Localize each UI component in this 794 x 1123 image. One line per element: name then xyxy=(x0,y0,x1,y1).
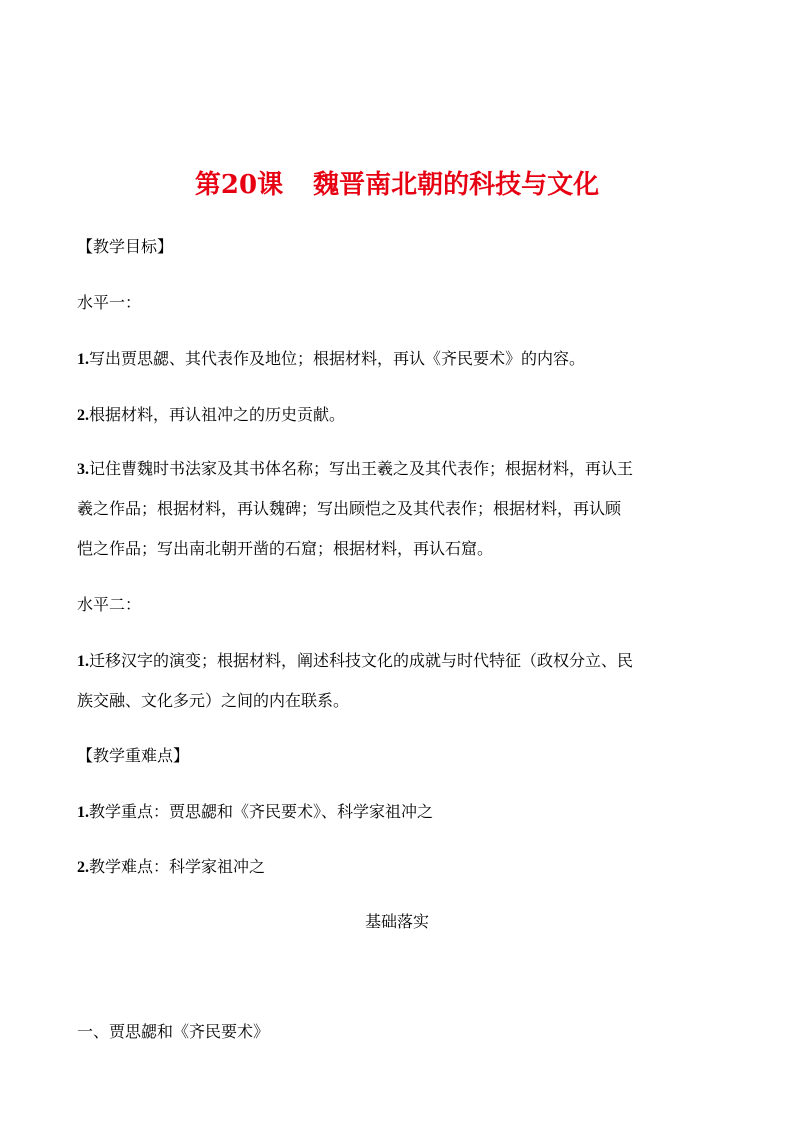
key-point-1 xyxy=(77,800,433,825)
title-name: 魏晋南北朝的科技与文化 xyxy=(313,170,600,200)
item-text: 记住曹魏时书法家及其书体名称；写出王羲之及其代表作；根据材料，再认王 xyxy=(89,459,634,478)
level1-item-3-line-2: 羲之作品；根据材料，再认魏碑；写出顾恺之及其代表作；根据材料，再认顾 xyxy=(77,499,622,518)
level2-item-1-line-2: 族交融、文化多元）之间的内在联系。 xyxy=(77,691,350,710)
title-prefix: 第 xyxy=(194,170,221,200)
level2-item-1-line-1 xyxy=(77,649,633,674)
item-number: 3. xyxy=(77,461,89,478)
item-text: 教学难点：科学家祖冲之 xyxy=(89,857,266,876)
level2-heading: 水平二： xyxy=(77,595,142,614)
item-text: 写出贾思勰、其代表作及地位；根据材料，再认《齐民要术》的内容。 xyxy=(89,349,586,368)
title-suffix: 课 xyxy=(257,170,284,200)
key-points-heading: 【教学重难点】 xyxy=(77,746,190,765)
item-text: 教学重点：贾思勰和《齐民要术》、科学家祖冲之 xyxy=(89,802,434,821)
item-number: 1. xyxy=(77,351,89,368)
page-title xyxy=(0,166,794,204)
objectives-heading: 【教学目标】 xyxy=(77,237,174,256)
title-number: 20 xyxy=(220,170,258,200)
item-number: 2. xyxy=(77,407,89,424)
item-number: 2. xyxy=(77,859,89,876)
item-text: 迁移汉字的演变；根据材料，阐述科技文化的成就与时代特征（政权分立、民 xyxy=(89,651,634,670)
level1-item-1 xyxy=(77,347,585,372)
section-title: 基础落实 xyxy=(364,912,429,931)
item-number: 1. xyxy=(77,804,89,821)
level1-item-3-line-1 xyxy=(77,457,633,482)
key-point-2 xyxy=(77,855,265,880)
level1-item-2 xyxy=(77,403,345,428)
item-text: 根据材料，再认祖冲之的历史贡献。 xyxy=(89,405,346,424)
section1-heading: 一、贾思勰和《齐民要术》 xyxy=(77,1022,270,1041)
item-number: 1. xyxy=(77,653,89,670)
level1-heading: 水平一： xyxy=(77,293,142,312)
level1-item-3-line-3: 恺之作品；写出南北朝开凿的石窟；根据材料，再认石窟。 xyxy=(77,539,494,558)
